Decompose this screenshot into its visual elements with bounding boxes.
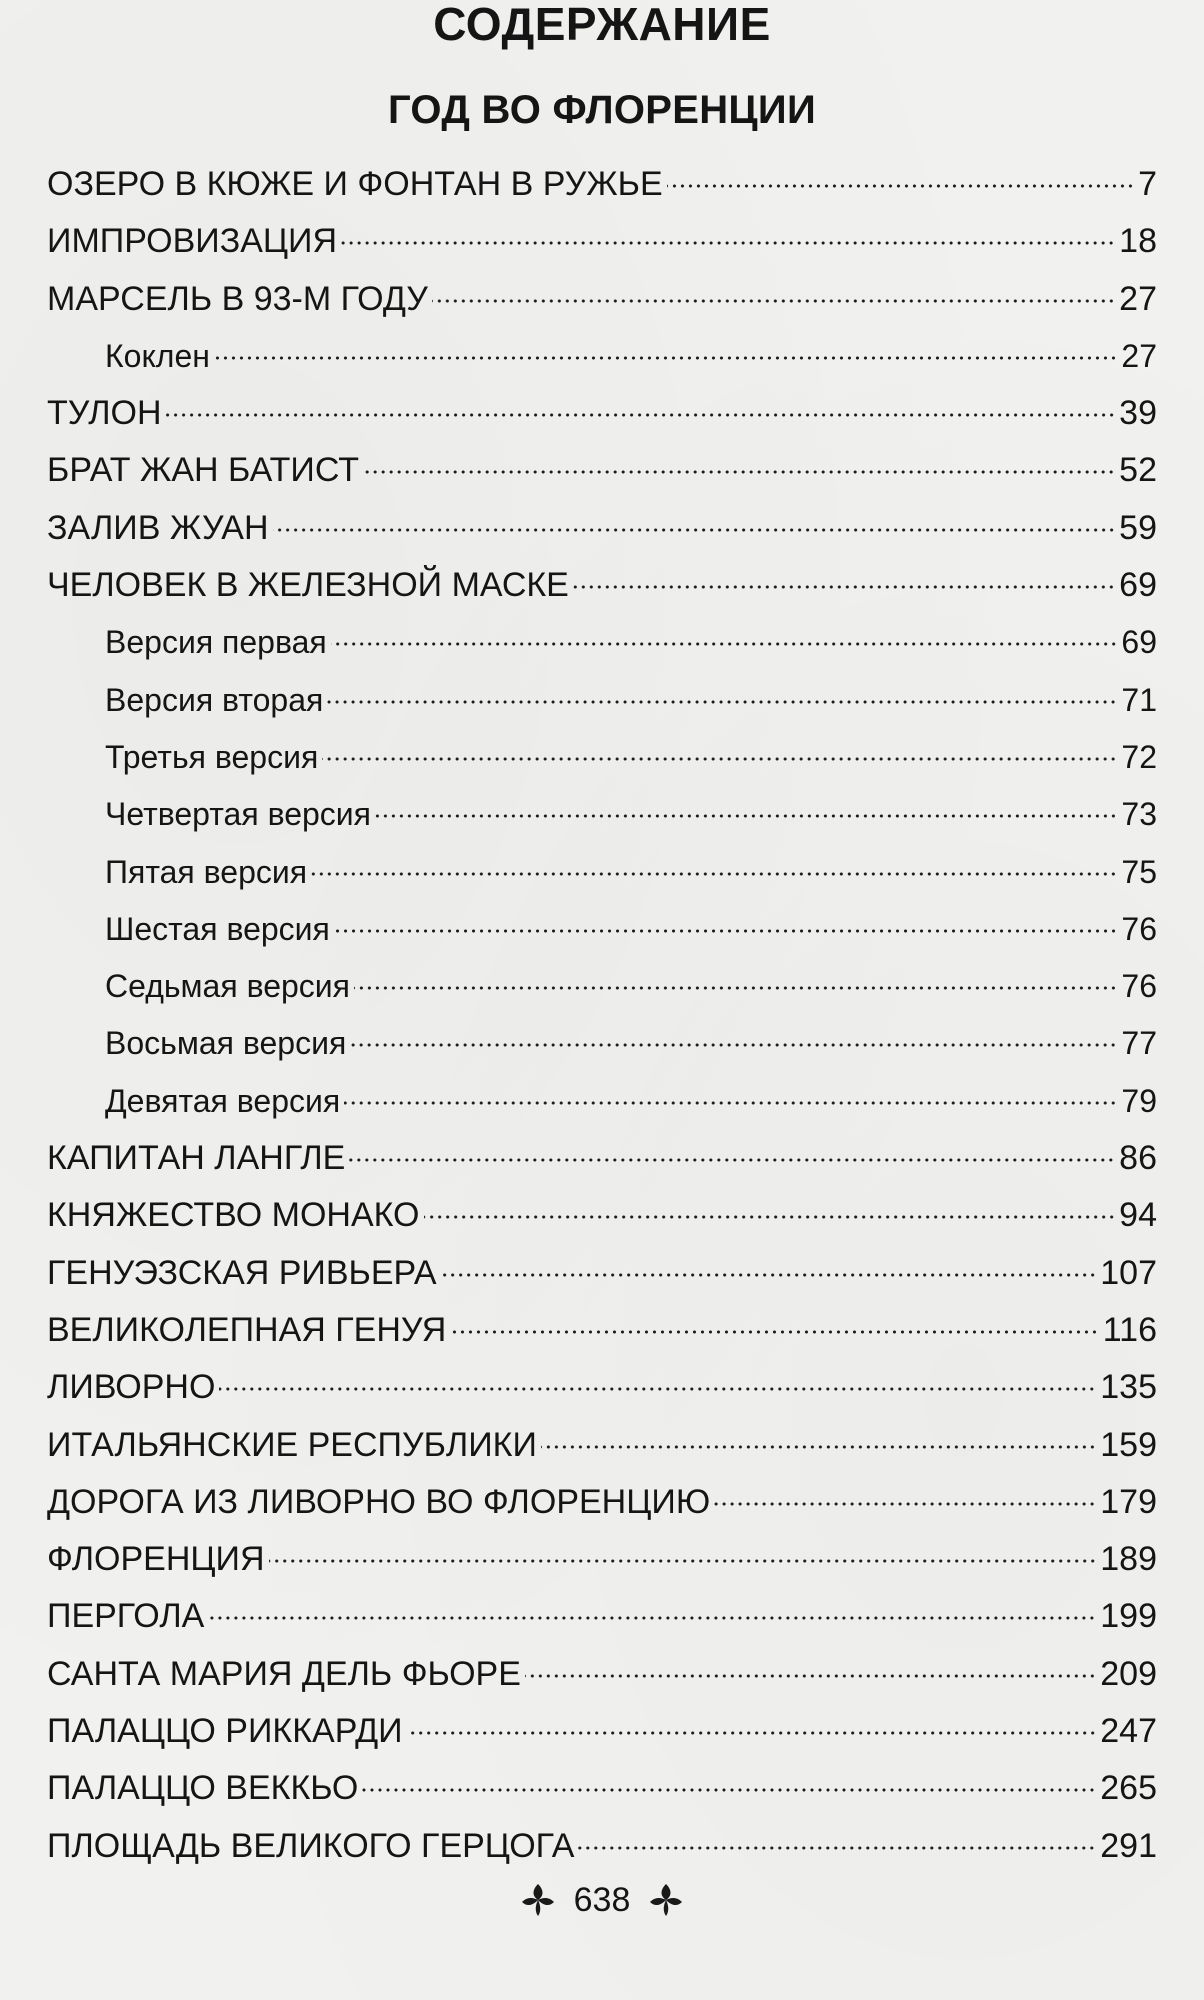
entry-title: ТУЛОН bbox=[47, 394, 162, 433]
dot-leader bbox=[269, 1558, 1097, 1564]
dot-leader bbox=[573, 584, 1115, 590]
toc-subentry bbox=[47, 729, 1157, 786]
dot-leader bbox=[424, 1214, 1116, 1220]
entry-title: ГЕНУЭЗСКАЯ РИВЬЕРА bbox=[47, 1253, 437, 1292]
toc-entry bbox=[47, 1588, 1157, 1645]
toc-entry bbox=[47, 1703, 1157, 1760]
entry-title: ФЛОРЕНЦИЯ bbox=[47, 1540, 265, 1579]
dot-leader bbox=[341, 240, 1115, 246]
toc-subentry bbox=[47, 614, 1157, 671]
entry-title: ЛИВОРНО bbox=[47, 1368, 216, 1407]
entry-title: ИТАЛЬЯНСКИЕ РЕСПУБЛИКИ bbox=[47, 1425, 537, 1464]
entry-title: Версия вторая bbox=[105, 681, 324, 718]
dot-leader bbox=[334, 928, 1118, 934]
entry-page-number: 189 bbox=[1100, 1540, 1157, 1579]
entry-title: ПАЛАЦЦО ВЕККЬО bbox=[47, 1769, 359, 1808]
entry-title: БРАТ ЖАН БАТИСТ bbox=[47, 451, 360, 490]
entry-page-number: 18 bbox=[1119, 222, 1157, 261]
entry-title: МАРСЕЛЬ В 93-М ГОДУ bbox=[47, 279, 428, 318]
page-title: СОДЕРЖАНИЕ bbox=[433, 0, 771, 50]
toc-entry bbox=[47, 156, 1157, 213]
dot-leader bbox=[375, 813, 1117, 819]
entry-page-number: 135 bbox=[1100, 1368, 1157, 1407]
entry-title: ПЕРГОЛА bbox=[47, 1597, 205, 1636]
toc-entry bbox=[47, 1760, 1157, 1817]
toc-entry bbox=[47, 500, 1157, 557]
entry-title: ОЗЕРО В КЮЖЕ И ФОНТАН В РУЖЬЕ bbox=[47, 165, 663, 203]
fleur-ornament-icon bbox=[646, 1880, 686, 1920]
entry-page-number: 69 bbox=[1121, 624, 1157, 661]
entry-page-number: 75 bbox=[1121, 853, 1157, 890]
entry-page-number: 76 bbox=[1121, 968, 1157, 1005]
dot-leader bbox=[432, 298, 1115, 304]
toc-subentry bbox=[47, 1073, 1157, 1130]
dot-leader bbox=[407, 1730, 1097, 1736]
entry-title: Шестая версия bbox=[105, 910, 330, 947]
entry-page-number: 69 bbox=[1119, 566, 1157, 605]
toc-entry bbox=[47, 271, 1157, 328]
dot-leader bbox=[331, 641, 1118, 647]
toc-subentry bbox=[47, 844, 1157, 901]
dot-leader bbox=[667, 183, 1134, 189]
entry-page-number: 116 bbox=[1102, 1310, 1157, 1349]
toc-entry bbox=[47, 1130, 1157, 1187]
toc-subentry bbox=[47, 1015, 1157, 1072]
toc-entry bbox=[47, 1474, 1157, 1531]
entry-title: КНЯЖЕСТВО МОНАКО bbox=[47, 1196, 420, 1235]
dot-leader bbox=[541, 1444, 1096, 1450]
dot-leader bbox=[219, 1386, 1096, 1392]
entry-page-number: 39 bbox=[1119, 394, 1157, 433]
dot-leader bbox=[166, 412, 1116, 418]
toc-subentry bbox=[47, 786, 1157, 843]
toc-entry bbox=[47, 1302, 1157, 1359]
fleur-ornament-icon bbox=[518, 1880, 558, 1920]
entry-title: ПАЛАЦЦО РИККАРДИ bbox=[47, 1712, 403, 1751]
dot-leader bbox=[208, 1615, 1096, 1621]
entry-title: ЧЕЛОВЕК В ЖЕЛЕЗНОЙ МАСКЕ bbox=[47, 566, 569, 605]
entry-page-number: 71 bbox=[1121, 681, 1157, 718]
toc-subentry bbox=[47, 901, 1157, 958]
dot-leader bbox=[214, 355, 1117, 361]
entry-page-number: 59 bbox=[1119, 508, 1157, 547]
entry-page-number: 77 bbox=[1121, 1025, 1157, 1062]
dot-leader bbox=[327, 699, 1117, 705]
entry-page-number: 291 bbox=[1100, 1826, 1157, 1865]
page-number: 638 bbox=[573, 1880, 631, 1919]
entry-title: Седьмая версия bbox=[105, 968, 350, 1005]
entry-page-number: 209 bbox=[1100, 1654, 1157, 1693]
entry-page-number: 73 bbox=[1121, 796, 1157, 833]
entry-page-number: 265 bbox=[1100, 1769, 1157, 1808]
toc-entry bbox=[47, 1245, 1157, 1302]
dot-leader bbox=[362, 1787, 1096, 1793]
entry-page-number: 247 bbox=[1100, 1712, 1157, 1751]
toc-entry bbox=[47, 1531, 1157, 1588]
toc-entry bbox=[47, 385, 1157, 442]
entry-page-number: 27 bbox=[1121, 337, 1157, 374]
entry-page-number: 27 bbox=[1119, 279, 1157, 318]
entry-page-number: 72 bbox=[1121, 738, 1157, 775]
dot-leader bbox=[363, 469, 1115, 475]
dot-leader bbox=[344, 1100, 1117, 1106]
dot-leader bbox=[349, 1157, 1115, 1163]
entry-page-number: 52 bbox=[1119, 451, 1157, 490]
dot-leader bbox=[322, 756, 1117, 762]
entry-title: Версия первая bbox=[105, 624, 327, 661]
entry-title: Восьмая версия bbox=[105, 1025, 347, 1062]
entry-title: Пятая версия bbox=[105, 853, 308, 890]
entry-page-number: 7 bbox=[1138, 165, 1157, 203]
entry-title: ДОРОГА ИЗ ЛИВОРНО ВО ФЛОРЕНЦИЮ bbox=[47, 1482, 711, 1521]
entry-page-number: 107 bbox=[1100, 1253, 1157, 1292]
dot-leader bbox=[714, 1501, 1096, 1507]
dot-leader bbox=[441, 1272, 1097, 1278]
entry-page-number: 179 bbox=[1100, 1482, 1157, 1521]
entry-title: КАПИТАН ЛАНГЛЕ bbox=[47, 1139, 346, 1178]
dot-leader bbox=[311, 871, 1117, 877]
entry-title: Третья версия bbox=[105, 738, 319, 775]
dot-leader bbox=[450, 1329, 1098, 1335]
entry-title: Девятая версия bbox=[105, 1082, 341, 1119]
toc-subentry bbox=[47, 958, 1157, 1015]
entry-title: Четвертая версия bbox=[105, 796, 371, 833]
toc-subentry bbox=[47, 672, 1157, 729]
toc-entry bbox=[47, 1646, 1157, 1703]
dot-leader bbox=[354, 985, 1117, 991]
entry-page-number: 199 bbox=[1100, 1597, 1157, 1636]
entry-title: Коклен bbox=[105, 337, 210, 374]
table-of-contents bbox=[47, 156, 1157, 1875]
entry-title: ИМПРОВИЗАЦИЯ bbox=[47, 222, 338, 261]
page-footer bbox=[0, 1880, 1204, 1920]
entry-title: ПЛОЩАДЬ ВЕЛИКОГО ГЕРЦОГА bbox=[47, 1826, 575, 1865]
entry-title: САНТА МАРИЯ ДЕЛЬ ФЬОРЕ bbox=[47, 1654, 521, 1693]
dot-leader bbox=[350, 1042, 1117, 1048]
entry-page-number: 159 bbox=[1100, 1425, 1157, 1464]
toc-entry bbox=[47, 213, 1157, 270]
entry-page-number: 79 bbox=[1121, 1082, 1157, 1119]
toc-entry bbox=[47, 1359, 1157, 1416]
toc-entry bbox=[47, 1818, 1157, 1875]
entry-page-number: 86 bbox=[1119, 1139, 1157, 1178]
toc-entry bbox=[47, 1417, 1157, 1474]
toc-entry bbox=[47, 442, 1157, 499]
toc-entry bbox=[47, 1187, 1157, 1244]
entry-page-number: 94 bbox=[1119, 1196, 1157, 1235]
entry-title: ЗАЛИВ ЖУАН bbox=[47, 508, 269, 547]
section-title: ГОД ВО ФЛОРЕНЦИИ bbox=[387, 88, 817, 132]
dot-leader bbox=[578, 1845, 1096, 1851]
toc-subentry bbox=[47, 328, 1157, 385]
entry-title: ВЕЛИКОЛЕПНАЯ ГЕНУЯ bbox=[47, 1310, 447, 1349]
dot-leader bbox=[525, 1673, 1096, 1679]
entry-page-number: 76 bbox=[1121, 910, 1157, 947]
dot-leader bbox=[273, 527, 1116, 533]
toc-entry bbox=[47, 557, 1157, 614]
